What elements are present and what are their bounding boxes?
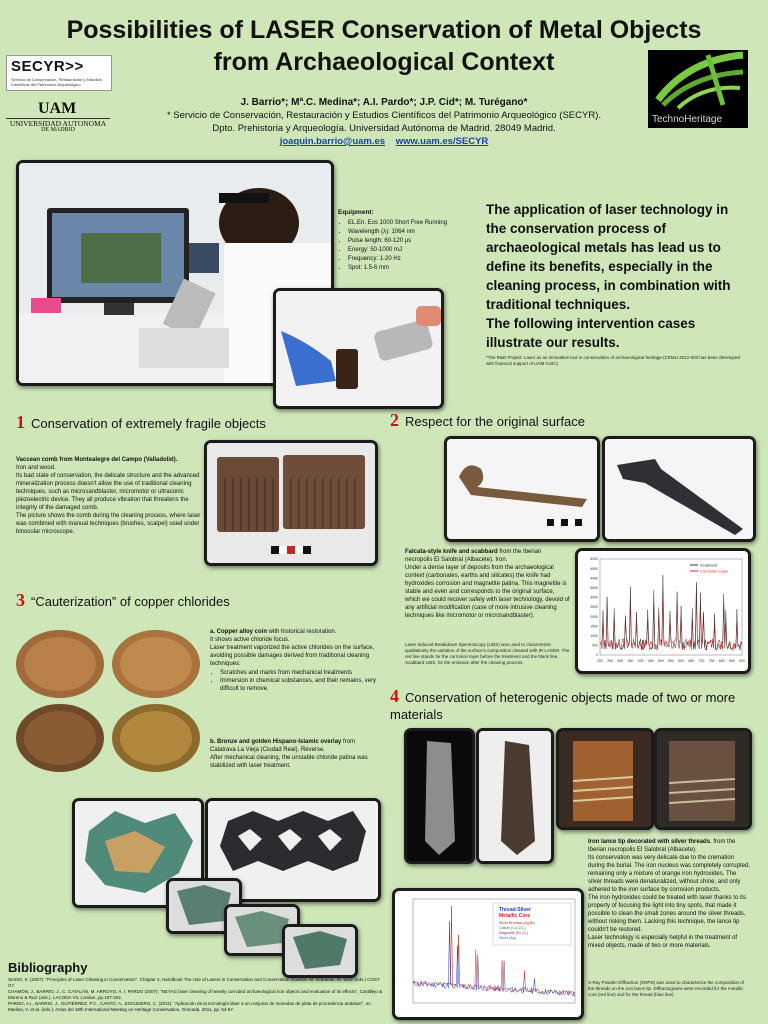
equipment-item: • Energy: 50-1000 mJ [348,246,468,255]
section-4-heading: 4 Conservation of heterogenic objects made of two or more materials [390,686,736,722]
knife-illustration [447,439,597,539]
xrd-legend-entry: Calcite (Ca CO₃) [499,926,526,930]
technoheritage-logo: TechnoHeritage [648,50,748,128]
equipment-item: • Pulse length: 60-120 µs [348,237,468,246]
xrd-legend-title: Thread-Silver [499,907,531,913]
libs-caption: Laser Induced Breakdown Spectroscopy (LIBS) was used to characterize qualitatively the variation of the surface's composition cleaned with IR LASER. The red line stands for the corrosion layer before the treatment and the black line, Scabbard LIBS, for the emission after the cleaning process. [405,642,570,665]
libs-y-tick-label: 2500 [590,605,598,610]
xrd-plot [395,891,581,1017]
intro-text: The application of laser technology in the conservation process of archaeological metals has lead us to define its benefits, especially in the cleaning process, in combination with traditional techniques. The following intervention cases illustrate our results. [486,202,731,350]
lance-detail-photo-2 [654,728,752,830]
equipment-list: Equipment: • EL.En. Eos 1000 Short Free Running • Wavelength (λ): 1064 nm • Pulse length: 60-120 µs • Energy: 50-1000 mJ • Frequency: 1-20 Hz • Spot: 1.5-6 mm [338,208,468,273]
libs-y-tick-label: 1000 [590,634,598,638]
technoheritage-emblem-icon [648,50,748,110]
libs-x-tick-label: 400 [637,659,644,663]
libs-x-tick-label: 700 [698,659,705,663]
uam-logo: UAM UNIVERSIDAD AUTONOMA DE MADRID [6,100,110,134]
bullet-item: • Immersion in chemical substances, and their remains, very difficult to remove. [220,677,378,693]
scale-bar [271,546,311,554]
comb-illustration [207,443,375,563]
scabbard-photo [602,436,756,542]
bibliography-heading: Bibliography [8,960,88,975]
libs-x-tick-label: 450 [647,659,654,663]
libs-y-tick-label: 4500 [590,566,598,571]
xrd-caption: X-Ray Powder Diffraction (XRPD) was used to characterize the composition of the threads on the iron lance tip. Diffractograms were recorded for the metallic core (red line) and for the thread (blue line). [588,980,744,997]
bullet-item: • Scratches and marks from mechanical treatments [220,669,378,677]
lance-detail-photo-1 [556,728,654,830]
libs-x-tick-label: 750 [708,659,715,663]
libs-x-tick-label: 650 [688,659,695,663]
libs-y-tick-label: 3000 [590,595,598,600]
libs-plot [578,551,748,671]
coin-photos [14,626,204,776]
section-4-text: Iron lance tip decorated with silver threads, from the Iberian necropolis El Salobral (Albacete). Its conservation was very delicate due to the cremation during the burial. The iron nucleus was completely corrupted, remaining only a mixture of orange iron hydroxides. The silver threads were denaturalized, without shine, and only adhered to the iron surface by corrosion products. The iron hydroxides could be treated with laser thanks to its property of focusing the light into tiny spots, that made it possible to clean the small zones around the silver threads, without risking them. Lacking this technique, the lance tip couldn't be restored. Laser technology is especially helpful in the treatment of mixed objects, made of two or more materials. [588,839,750,949]
libs-x-tick-label: 900 [739,659,745,663]
libs-legend-label: Corrosion Layer [700,568,729,574]
secyr-logo: SECYR>> Servicio de Conservación, Restauración y Estudios Científicos del Patrimonio Arqueológico [6,55,112,91]
reference: CHAMÓN, J., BARRIO, J., C. CATALÁN, M. ARROYO, A. I. PARDO (2007): "NEYAG laser cleaning of heavily corroded archaeological iron objects and evaluation of its effects", Castillejo & Moreno & Ruiz (eds.). LACONA VII, London, pp.197-202. [8,989,383,1000]
email-link[interactable]: joaquin.barrio@uam.es [279,136,386,147]
xrd-chart [392,888,584,1020]
xrd-legend-entry: Silver (Ag) [499,936,516,940]
lance-detail-illustration [559,731,651,827]
xrd-legend-entry: Magnetite (Fe₃O₄) [499,931,529,935]
website-link[interactable]: www.uam.es/SECYR [395,136,489,147]
lance-illustration [479,731,551,861]
lance-photo [476,728,554,864]
laser-detail-photo [273,288,444,409]
libs-x-tick-label: 500 [657,659,664,663]
section-3-heading: 3 “Cauterization” of copper chlorides [16,590,230,610]
equipment-item: • EL.En. Eos 1000 Short Free Running [348,219,468,228]
section-2-text: Falcata-style knife and scabbard from the Iberian necropolis El Salobral (Albacete). Iron. Under a dense layer of deposits from the archaeological context (carbonates, earths and silicates) the knife had hydroxides corrosion and magnetite patina. This magnetite is stable and even and corresponds to the original surface, which we could recover safely with laser technology, devoid of any artificial modification (case of more intrusive cleaning techniques like micromotor or microsandblaster). [405,549,570,619]
scabbard-illustration [605,439,753,539]
libs-x-tick-label: 600 [678,659,685,663]
comb-photo [204,440,378,566]
lance-detail-illustration [657,731,749,827]
libs-x-tick-label: 800 [718,659,725,663]
reference: SIANO, S. (2007): "Principles of Laser Cleaning in Conservation". Chapter 2, Handbook The Use of Lasers in Conservation and Conservation Science. M. Schreiner, M. Strlič (eds.) COST G7. [8,977,380,988]
libs-y-tick-label: 3500 [590,586,598,590]
libs-y-tick-label: 500 [592,643,598,648]
libs-x-tick-label: 550 [668,659,674,663]
authors-block: J. Barrio*; Mª.C. Medina*; A.I. Pardo*; J.P. Cid*; M. Turégano* * Servicio de Conservación, Restauración y Estudios Científicos del Patrimonio Arqueológico (SECYR). Dpto. Prehistoria y Arqueología. Universidad Autónoma de Madrid. 28049 Madrid. joaquin.barrio@uam.es www.uam.es/SECYR [130,96,638,148]
contact-links [130,135,638,148]
section-3-text-a: a. Copper alloy coin with historical restoration. It shows active chloride focus. Laser treatment vaporized the active chlorides on the surface, avoiding possible damages derived from traditional cleaning techniques: • Scratches and marks from mechanical treatments • Immersion in chemical substances, and their remains, very difficult to remove. [210,628,378,694]
equipment-item: • Spot: 1.5-6 mm [348,264,468,273]
libs-x-tick-label: 850 [728,659,735,663]
libs-y-tick-label: 4000 [590,576,598,581]
poster-title: Possibilities of LASER Conservation of Metal Objects from Archaeological Context [66,16,702,76]
coins-illustration [14,626,204,776]
lance-xray-illustration [407,731,472,861]
equipment-item: • Wavelength (λ): 1064 nm [348,228,468,237]
reference: PARDO, A.I., BARRIO, J., GUTIÉRREZ, P.C., CANTO, A., ESCUDERO, C. (2011): "Aplicación de la tecnología láser a un conjunto de monedas de plata de procedencia andalusí", en Medina, V. et al. (eds.): Actas del 18th International Meeting on Heritage Conservation, Granada, 2011, pp. 54-57. [8,1001,371,1012]
libs-y-tick-label: 2000 [590,614,598,619]
libs-x-tick-label: 350 [627,659,634,663]
libs-series-scabbard-line [600,575,742,650]
libs-x-tick-label: 200 [597,659,603,663]
section-3-text-b: b. Bronze and golden Hispano-Islamic overlay from Calatrava La Vieja (Ciudad Real). Reverse. After mechanical cleaning, the unstable chloride patina was stabilized with laser treatment. [210,739,368,769]
libs-x-tick-label: 250 [607,659,614,663]
section-1-heading: 1 Conservation of extremely fragile objects [16,412,266,432]
section-1-text: Vaccean comb from Montealegre del Campo (Valladolid). Iron and wood. Its bad state of conservation, the delicate structure and the advanced mineralization process doesn't allow the use of traditional cleaning techniques, such as microsandblaster, micromotor or ultrasonic piezoelectric device. They all produce vibration that threatens the integrity of the damaged comb. The picture shows the comb during the cleaning process, where laser was combined with manual techniques (brushes, scalpel) used under binocular microscope. [16,457,201,535]
knife-photo [444,436,600,542]
libs-spectrum-chart [575,548,751,674]
libs-x-tick-label: 300 [617,659,624,663]
section-2-heading: 2 Respect for the original surface [390,410,585,430]
libs-y-tick-label: 1500 [590,624,598,629]
laser-hand-illustration [276,291,441,406]
xrd-legend-entry: Silver Bromide (Ag Br) [499,921,535,925]
xrd-legend-title: Metallic Core [499,913,531,919]
lance-xray-photo [404,728,475,864]
libs-y-tick-label: 5000 [590,557,598,562]
equipment-item: • Frequency: 1-20 Hz [348,255,468,264]
project-note: *The R&D Project: Laser as an innovative tool in conservation of archaeological heritage (CEMU 2012-003 has been developed with financial support of UAM-CSIC). [486,355,740,366]
bibliography [8,960,383,1013]
libs-legend-label: Scabbard [700,562,718,568]
libs-y-tick-label: 0 [596,653,598,658]
